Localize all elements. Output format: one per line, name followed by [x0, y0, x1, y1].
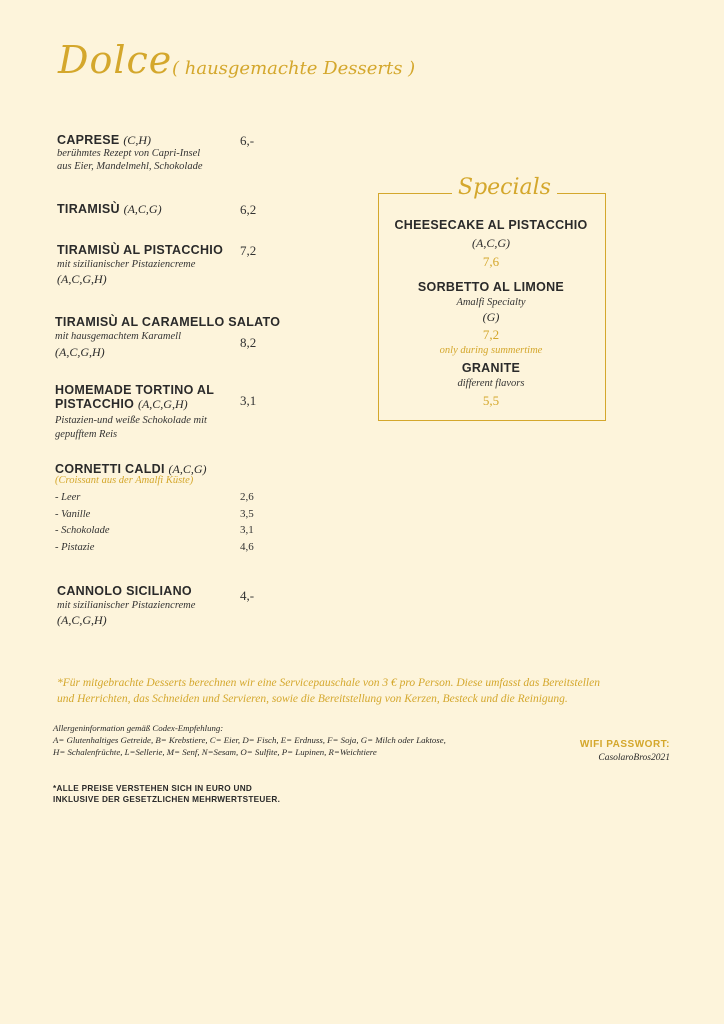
variant-price: 3,1: [240, 524, 254, 536]
service-note-line: und Herrichten, das Schneiden und Servieren, sowie die Bereitstellung von Kerzen, Besteck und die Reinigung.: [57, 693, 568, 705]
special-allergens: (G): [482, 310, 500, 324]
item-name: TIRAMISÙ AL CARAMELLO SALATO: [55, 315, 281, 329]
special-price: 5,5: [482, 393, 500, 408]
variant-label: - Vanille: [55, 509, 91, 520]
variant-price: 2,6: [240, 491, 254, 503]
variant-price: 4,6: [240, 541, 254, 553]
specials-title: Specials: [452, 175, 557, 200]
menu-item-caprese: [57, 133, 151, 148]
item-name: TIRAMISÙ AL PISTACCHIO: [57, 243, 224, 257]
wifi-password: CasolaroBros2021: [598, 753, 670, 763]
special-name: GRANITE: [461, 361, 521, 375]
item-price: 6,2: [240, 202, 257, 217]
wifi-label: WIFI PASSWORT:: [579, 739, 670, 750]
item-name: CAPRESE: [57, 133, 120, 147]
item-allergens: (A,C,G): [123, 202, 162, 216]
item-note: (Croissant aus der Amalfi Küste): [55, 475, 194, 486]
item-name: HOMEMADE TORTINO AL: [55, 383, 215, 397]
item-description: mit hausgemachtem Karamell: [55, 331, 181, 342]
special-description: Amalfi Specialty: [456, 297, 526, 308]
item-name: TIRAMISÙ: [57, 202, 120, 216]
item-price: 3,1: [240, 393, 257, 408]
item-price: 8,2: [240, 335, 257, 350]
special-price: 7,2: [482, 327, 500, 342]
allergy-line: A= Glutenhaltiges Getreide, B= Krebstiere, C= Eier, D= Fisch, E= Erdnuss, F= Soja, G= Milch oder Laktose,: [53, 735, 446, 745]
page-title: Dolce: [58, 38, 173, 82]
special-description: different flavors: [457, 378, 525, 389]
special-name: CHEESECAKE AL PISTACCHIO: [394, 218, 588, 232]
special-note: only during summertime: [439, 345, 543, 356]
item-allergens: (A,C,G,H): [57, 272, 107, 286]
special-allergens: (A,C,G): [472, 236, 510, 250]
menu-item-tiramisu: [57, 202, 162, 217]
item-description: aus Eier, Mandelmehl, Schokolade: [57, 161, 203, 172]
item-description: Pistazien-und weiße Schokolade mit: [55, 415, 207, 426]
special-name: SORBETTO AL LIMONE: [417, 280, 565, 294]
allergy-line: H= Schalenfrüchte, L=Sellerie, M= Senf, N=Sesam, O= Sulfite, P= Lupinen, R=Weichtiere: [53, 747, 377, 757]
special-price: 7,6: [482, 254, 500, 269]
item-description: gepufftem Reis: [55, 429, 118, 440]
variant-label: - Schokolade: [55, 525, 110, 536]
variant-label: - Leer: [55, 492, 81, 503]
prices-note: [53, 783, 353, 805]
variant-label: - Pistazie: [55, 542, 95, 553]
item-allergens: (A,C,G,H): [55, 345, 105, 359]
item-allergens: (C,H): [123, 133, 151, 147]
service-note: [57, 675, 647, 707]
item-price: 4,-: [240, 588, 255, 603]
allergy-title: Allergeninformation gemäß Codex-Empfehlung:: [53, 723, 224, 733]
item-name: CANNOLO SICILIANO: [57, 584, 192, 598]
item-price: 7,2: [240, 243, 257, 258]
item-allergens: (A,C,G,H): [57, 613, 107, 627]
service-note-line: *Für mitgebrachte Desserts berechnen wir eine Servicepauschale von 3 € pro Person. Diese umfasst das Bereitstellen: [57, 677, 600, 689]
item-allergens: (A,C,G): [168, 462, 207, 476]
item-description: berühmtes Rezept von Capri-Insel: [57, 148, 201, 159]
item-name: PISTACCHIO: [55, 397, 135, 411]
menu-item-tortino: [55, 397, 188, 412]
item-description: mit sizilianischer Pistaziencreme: [57, 600, 196, 611]
item-allergens: (A,C,G,H): [137, 397, 188, 411]
item-price: 6,-: [240, 133, 255, 148]
item-name: CORNETTI CALDI: [55, 462, 165, 476]
prices-note-line: INKLUSIVE DER GESETZLICHEN MEHRWERTSTEUER.: [53, 795, 281, 804]
item-description: mit sizilianischer Pistaziencreme: [57, 259, 196, 270]
variant-price: 3,5: [240, 508, 254, 520]
prices-note-line: *ALLE PREISE VERSTEHEN SICH IN EURO UND: [53, 784, 253, 793]
allergy-info: [53, 722, 493, 758]
page-subtitle: ( hausgemachte Desserts ): [172, 58, 416, 79]
